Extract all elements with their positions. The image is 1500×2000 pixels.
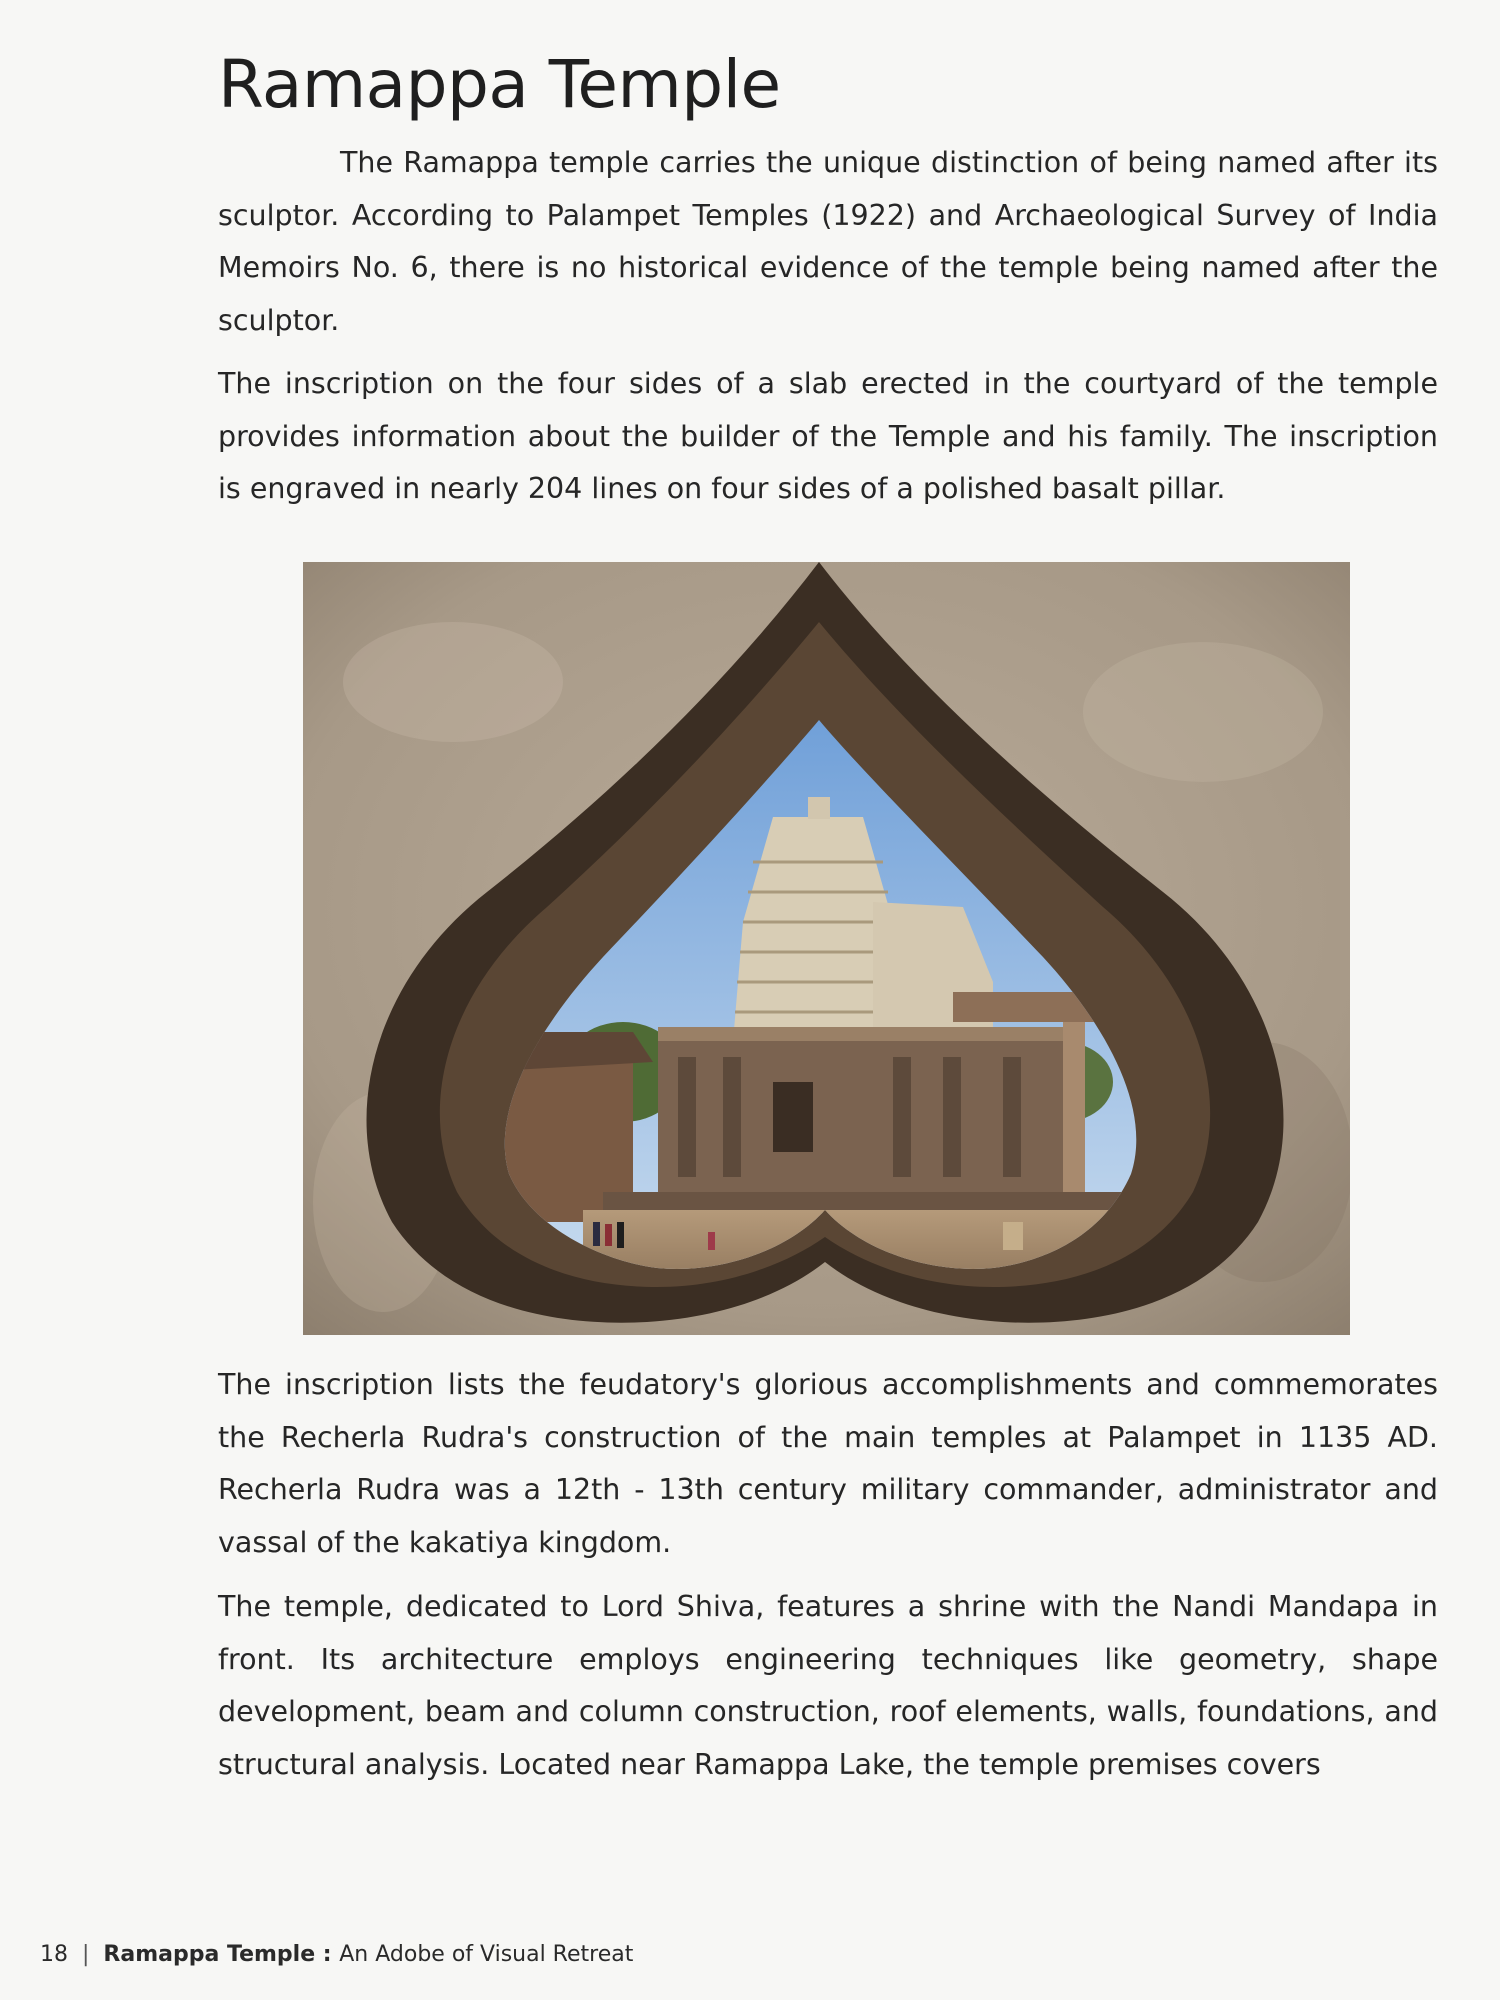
temple-photo [303,562,1350,1335]
paragraph-inscription: The inscription on the four sides of a slab erected in the courtyard of the temple provides information about the builder of the Temple and his family. The inscription is engraved in nearly 204 lines on four sides of a polished basalt pillar. [218,367,1438,505]
paragraph-architecture: The temple, dedicated to Lord Shiva, features a shrine with the Nandi Mandapa in front. Its architecture employs engineering techniques like geometry, shape development, beam and column construction, roof elements, walls, foundations, and structural analysis. Located near Ramappa Lake, the temple premises covers [218,1590,1438,1781]
footer-colon: : [315,1942,340,1967]
footer-separator: | [82,1942,90,1967]
paragraph-feudatory: The inscription lists the feudatory's glorious accomplishments and commemorates the Recherla Rudra's construction of the main temples at Palampet in 1135 AD. Recherla Rudra was a 12th - 13th century military commander, administrator and vassal of the kakatiya kingdom. [218,1368,1438,1559]
page-number: 18 [40,1942,68,1967]
paragraph-intro: The Ramappa temple carries the unique distinction of being named after its sculptor. According to Palampet Temples (1922) and Archaeological Survey of India Memoirs No. 6, there is no historical evidence of the temple being named after the sculptor. [218,146,1438,337]
page-title: Ramappa Temple [218,46,781,123]
page-footer [40,1940,633,1970]
footer-book-title: Ramappa Temple [103,1942,316,1967]
footer-subtitle: An Adobe of Visual Retreat [339,1942,634,1967]
